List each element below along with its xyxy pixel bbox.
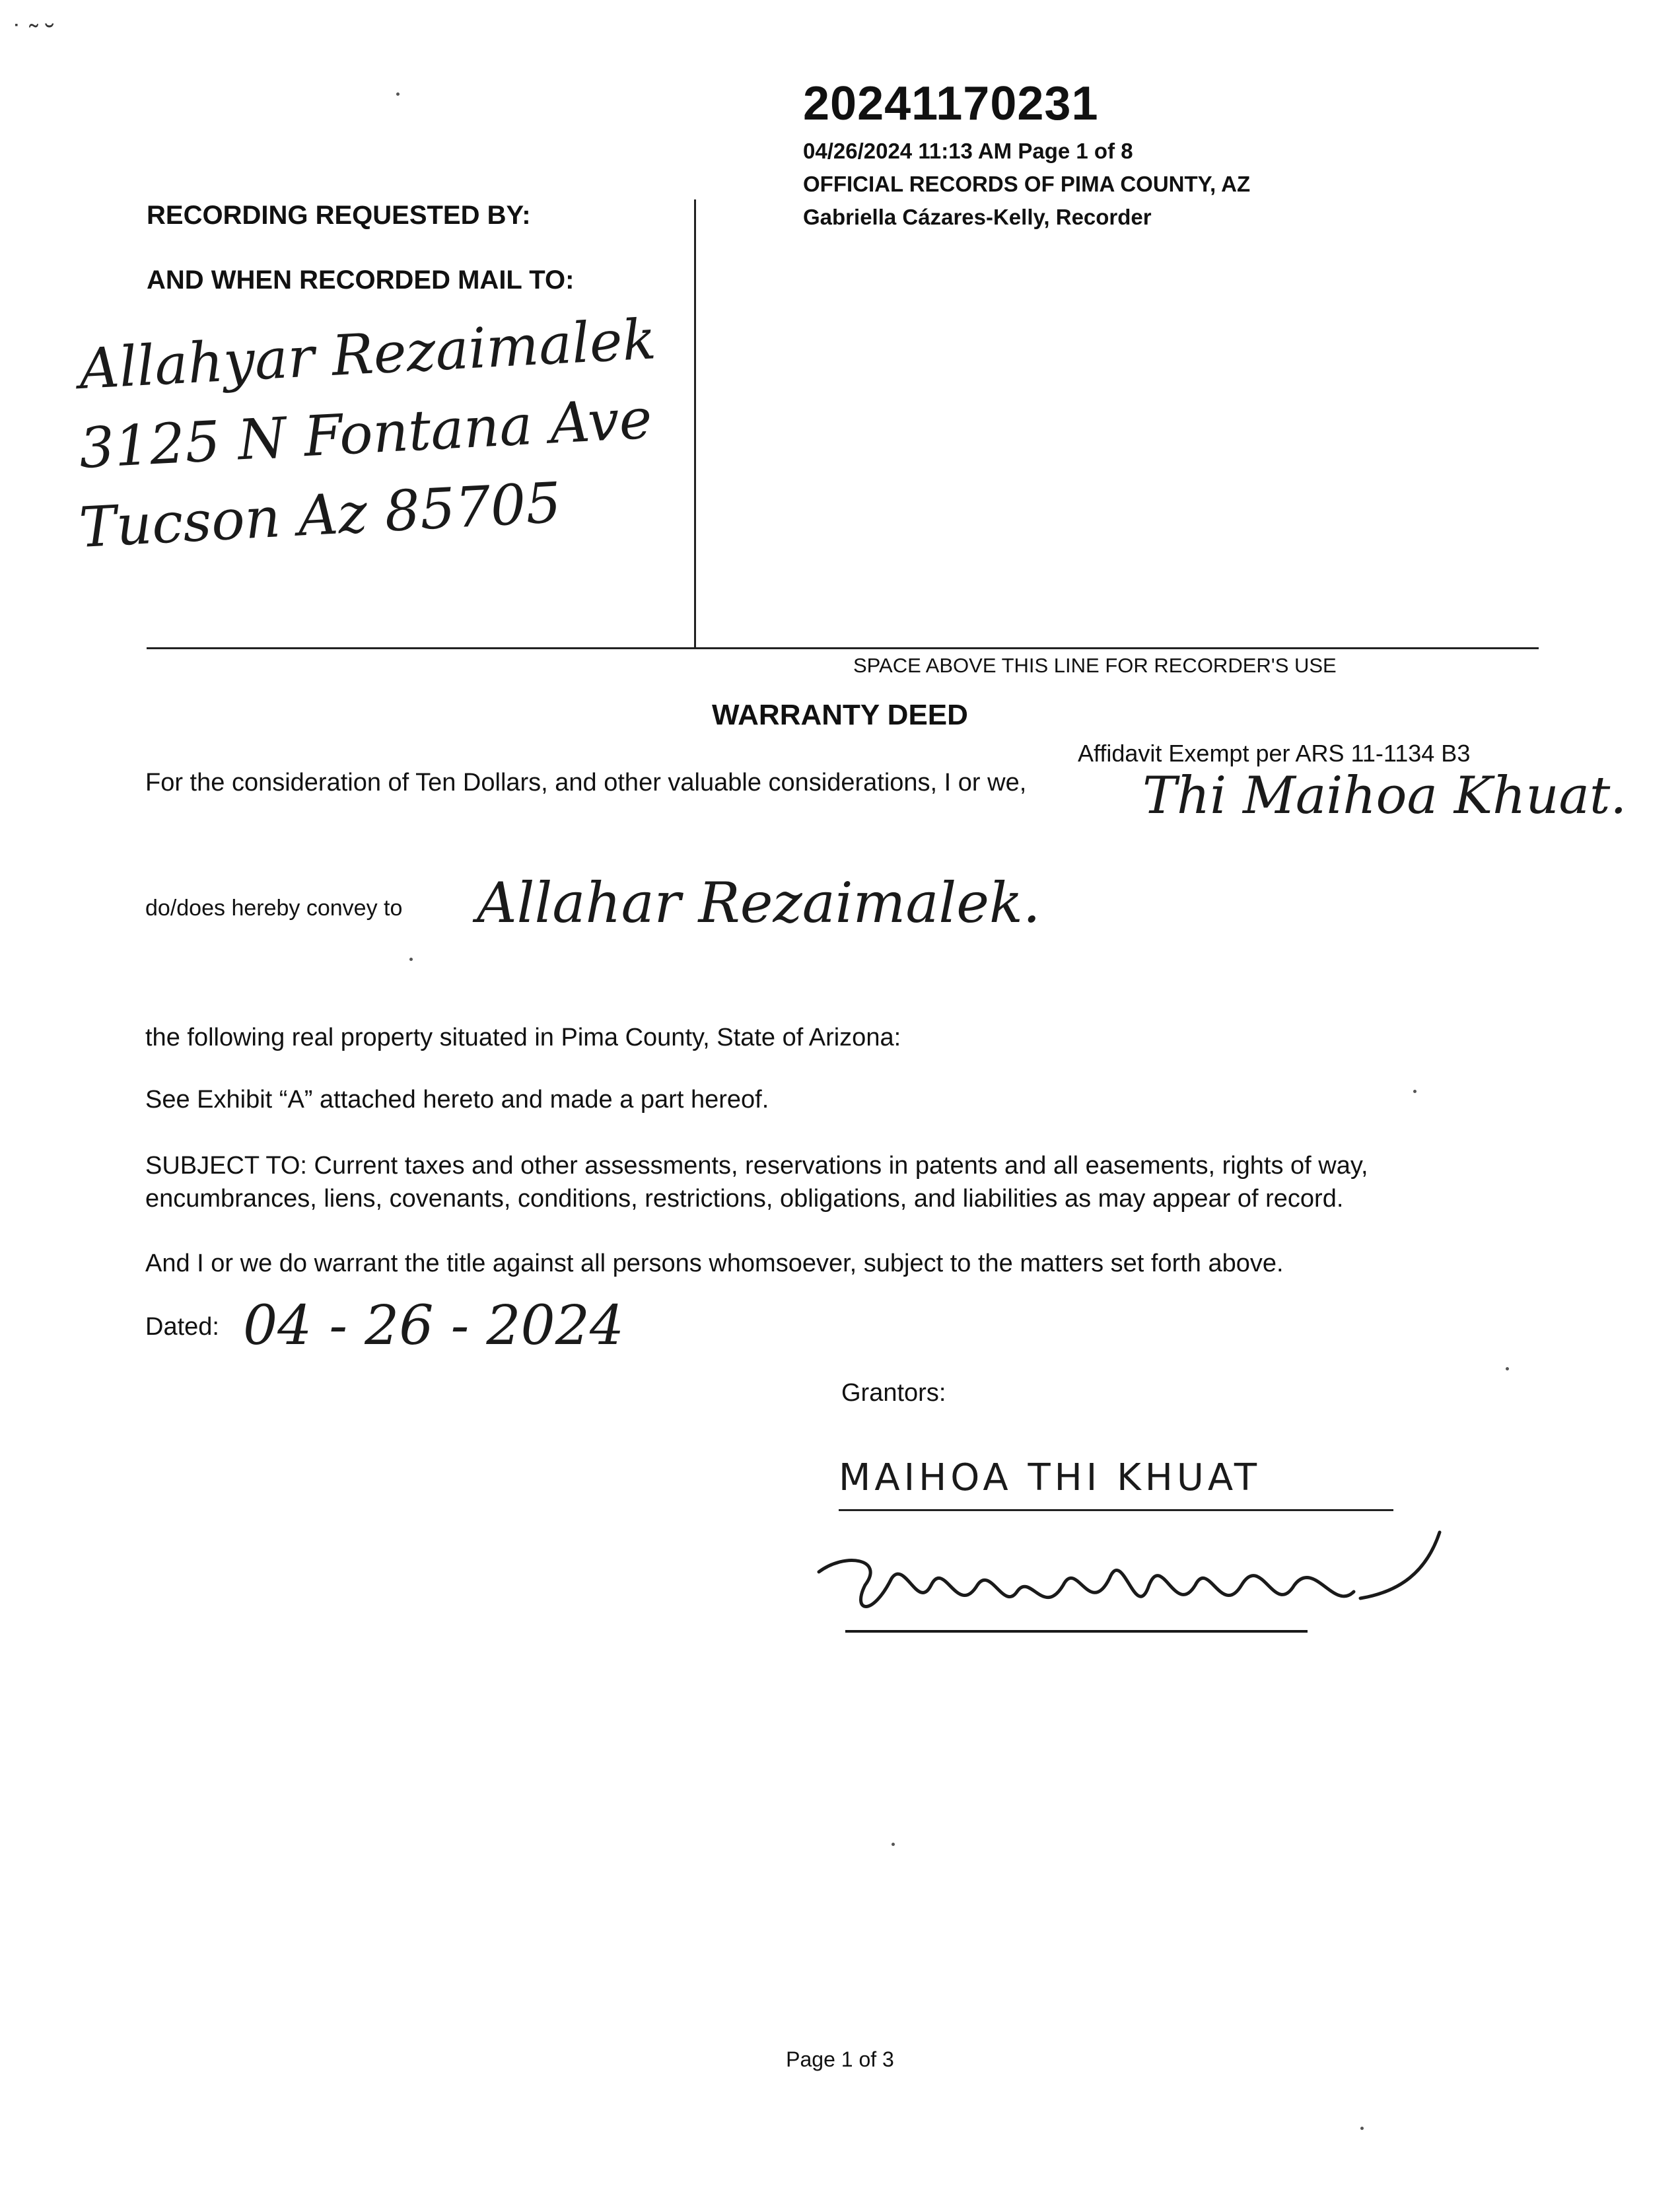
grantor-printed-name: MAIHOA THI KHUAT (839, 1456, 1393, 1511)
scan-speck (1506, 1367, 1509, 1370)
mail-address-line2: 3125 N Fontana Ave (77, 386, 654, 481)
recorder-space-line (147, 647, 1539, 649)
subject-to-line2: encumbrances, liens, covenants, conditions, restrictions, obligations, and liabilities as may appear of record. (145, 1185, 1344, 1213)
scan-speck (409, 958, 413, 961)
scan-speck (1360, 2127, 1364, 2130)
scan-speck (1413, 1090, 1417, 1093)
warrant-text: And I or we do warrant the title against all persons whomsoever, subject to the matters set forth above. (145, 1250, 1284, 1277)
grantee-handwritten: Allahar Rezaimalek. (477, 870, 1041, 935)
grantor-signature (806, 1519, 1453, 1651)
dated-handwritten: 04 - 26 - 2024 (243, 1294, 625, 1357)
grantor-handwritten: Thi Maihoa Khuat. (1142, 766, 1627, 826)
mail-address-line1: Allahyar Rezaimalek (77, 306, 658, 402)
recorder-space-note: SPACE ABOVE THIS LINE FOR RECORDER'S USE (853, 654, 1337, 677)
property-text: the following real property situated in Pima County, State of Arizona: (145, 1024, 901, 1051)
recording-number: 20241170231 (803, 77, 1099, 130)
recording-datetime: 04/26/2024 11:13 AM Page 1 of 8 (803, 139, 1133, 163)
dated-label: Dated: (145, 1313, 219, 1341)
recording-requested-by-label: RECORDING REQUESTED BY: (147, 201, 531, 230)
exhibit-text: See Exhibit “A” attached hereto and made a part hereof. (145, 1086, 769, 1114)
convey-text: do/does hereby convey to (145, 896, 403, 921)
recording-office: OFFICIAL RECORDS OF PIMA COUNTY, AZ (803, 172, 1251, 196)
consideration-text: For the consideration of Ten Dollars, and other valuable considerations, I or we, (145, 769, 1027, 797)
scan-speck (892, 1843, 895, 1846)
page-footer: Page 1 of 3 (786, 2047, 894, 2071)
mail-address-line3: Tucson Az 85705 (77, 470, 563, 560)
grantors-label: Grantors: (841, 1379, 946, 1407)
mail-to-label: AND WHEN RECORDED MAIL TO: (147, 266, 575, 295)
affidavit-note: Affidavit Exempt per ARS 11-1134 B3 (1078, 740, 1471, 767)
subject-to-line1: SUBJECT TO: Current taxes and other assessments, reservations in patents and all easements, rights of way, (145, 1152, 1368, 1180)
scan-mark: ˙ ˜ ˘ (13, 20, 55, 49)
scan-speck (396, 92, 400, 96)
header-vertical-divider (694, 199, 696, 649)
document-title: WARRANTY DEED (712, 699, 968, 731)
recorder-name: Gabriella Cázares-Kelly, Recorder (803, 205, 1152, 229)
